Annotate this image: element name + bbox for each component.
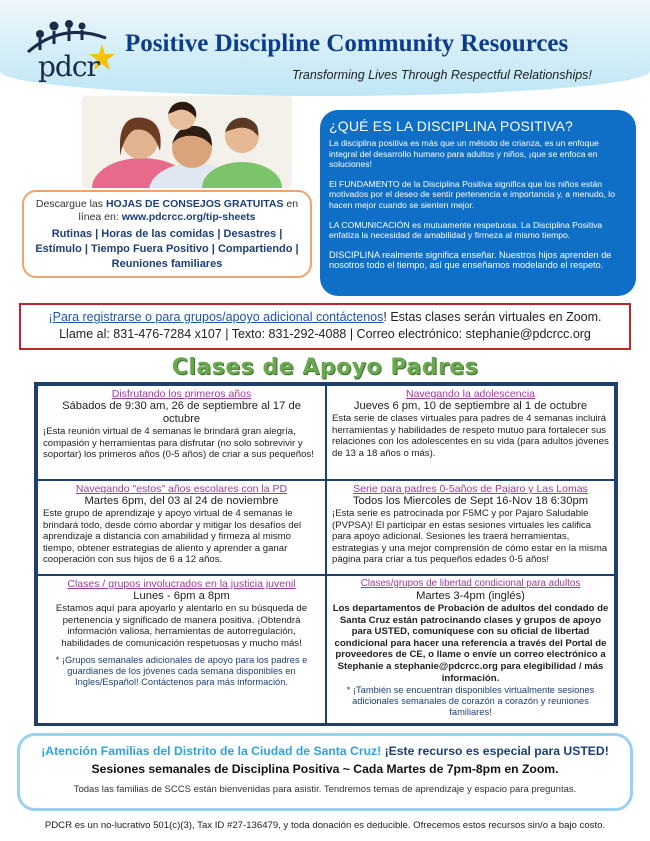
- class-title[interactable]: Navegando "estos" años escolares con la PD: [75, 483, 288, 495]
- class-cell: [37, 480, 326, 575]
- tip-sheets-link[interactable]: www.pdcrcc.org/tip-sheets: [121, 211, 256, 223]
- class-title[interactable]: Clases / grupos involucrados en la justicia juvenil: [67, 578, 296, 590]
- register-rest: ! Estas clases serán virtuales en Zoom.: [383, 310, 602, 324]
- info-paragraph-2: El FUNDAMENTO de la Disciplina Positiva significa que los niños están motivados por el deseo de sentir pertenencia e importancia y, a menudo, lo hacen mejor cuando se sienten mejor.: [329, 178, 615, 210]
- class-cell: [37, 385, 326, 480]
- family-photo-image: [82, 96, 292, 188]
- logo-text: pdcr: [38, 50, 99, 83]
- tips-line: [30, 198, 304, 211]
- class-title[interactable]: Disfrutando los primeros años: [111, 388, 252, 400]
- tips-prefix: Descargue las: [35, 198, 104, 210]
- register-contact-info: Llame al: 831-476-7284 x107 | Texto: 831-292-4088 | Correo electrónico: stephanie@pdcrcc.org: [59, 327, 591, 341]
- class-description: Esta serie de clases virtuales para padres de 4 semanas incluirá herramientas y habilidades de respeto mutuo para fortalecer sus relaciones con los adolescentes en su vida (para adultos jóvenes de 13 a 18 años o más).: [332, 413, 609, 459]
- tip-sheets-box: [22, 190, 312, 278]
- classes-table: [34, 382, 618, 726]
- class-schedule: Todos los Miercoles de Sept 16-Nov 18 6:30pm: [352, 495, 589, 507]
- info-title: ¿QUÉ ES LA DISCIPLINA POSITIVA?: [329, 118, 574, 134]
- class-schedule: Jueves 6 pm, 10 de septiembre al 1 de octubre: [353, 400, 588, 412]
- register-line: [21, 309, 629, 326]
- class-description: Los departamentos de Probación de adultos del condado de Santa Cruz están patrocinando clases y grupos de apoyo para USTED, comuníquese con su oficial de libertad condicional para hacer una referencia a través del Portal de proveedores de CE, o llame o envíe un correo electrónico a Stephanie a stephanie@pdcrcc.org para elegibilidad / más información.: [332, 603, 609, 684]
- attention-rest: ¡Este recurso es especial para USTED!: [384, 744, 609, 758]
- info-paragraph-1: La disciplina positiva es más que un método de crianza, es un enfoque integral del desarrollo humano para adultos y niños, ¡que se enfoca en soluciones!: [329, 138, 599, 170]
- tagline: Transforming Lives Through Respectful Relationships!: [292, 68, 592, 82]
- tips-bold-text: HOJAS DE CONSEJOS GRATUITAS: [105, 198, 284, 210]
- attention-box: [17, 733, 633, 811]
- page-title: Positive Discipline Community Resources: [125, 30, 569, 57]
- what-is-positive-discipline-box: [320, 110, 636, 296]
- register-contact-link[interactable]: ¡Para registrarse o para grupos/apoyo adicional contáctenos: [48, 310, 384, 324]
- footer: PDCR es un no-lucrativo 501(c)(3), Tax ID #27-136479, y toda donación es deducible. Ofrecemos estos recursos sin/o a bajo costo.: [44, 820, 606, 831]
- class-cell: [37, 575, 326, 725]
- attention-highlight: ¡Atención Familias del Distrito de la Ciudad de Santa Cruz!: [41, 744, 382, 758]
- register-box: [19, 303, 631, 350]
- attention-headline: [20, 744, 630, 759]
- attention-sessions: Sesiones semanales de Disciplina Positiva ~ Cada Martes de 7pm-8pm en Zoom.: [91, 762, 559, 776]
- tips-topics: Rutinas | Horas de las comidas | Desastres | Estímulo | Tiempo Fuera Positivo | Compartiendo | Reuniones familiares: [35, 228, 299, 270]
- class-title[interactable]: Clases/grupos de libertad condicional para adultos: [360, 578, 581, 589]
- class-note: * ¡Grupos semanales adicionales de apoyo para los padres e guardianes de los jóvenes cada semana disponibles en Ingles/Español! Contáctenos para más información.: [55, 655, 308, 688]
- class-note: * ¡También se encuentran disponibles virtualmente sesiones adicionales semanales de corazón a corazón y reuniones familiares!: [346, 685, 595, 718]
- tips-line2-prefix: línea en:: [78, 211, 119, 223]
- class-schedule: Martes 6pm, del 03 al 24 de noviembre: [84, 495, 279, 507]
- class-schedule: Lunes - 6pm a 8pm: [133, 590, 230, 602]
- class-cell: [326, 385, 615, 480]
- class-cell: [326, 575, 615, 725]
- class-description: ¡Esta serie es patrocinada por F5MC y por Pajaro Saludable (PVPSA)! El participar en estas sesiones virtuales les califica para apoyo adicional. Sesiones les traerá herramientas, estrategias y una mejor comprensión de cómo estar en la misma página para criar a tus pequeños edades 0-5 años!: [332, 508, 608, 566]
- attention-details: Todas las familias de SCCS están bienvenidas para asistir. Tendremos temas de aprendizaje y espacio para preguntas.: [73, 784, 577, 795]
- class-description: Estamos aquí para apoyarlo y alentarlo en su búsqueda de pertenencia y significado de manera positiva. ¡Obtendrá información valiosa, herramientas de autorregulación, habilidades de comunicación respetuosas y mucho más!: [55, 603, 308, 649]
- class-cell: [326, 480, 615, 575]
- header: [0, 0, 650, 100]
- info-paragraph-3: LA COMUNICACIÓN es mutuamente respetuosa. La Disciplina Positiva enfatiza la necesidad de amabilidad y firmeza al mismo tiempo.: [329, 219, 603, 241]
- class-title[interactable]: Serie para padres 0-5años de Pajaro y Las Lomas: [353, 483, 588, 495]
- class-description: Este grupo de aprendizaje y apoyo virtual de 4 semanas le brindará todo, desde cómo abordar y mitigar los desafíos del aprendizaje a distancia con amabilidad y firmeza al mismo tiempo, obtener estrategias de aliento y aprender a ganar cooperación con sus hijos de 6 a 12 años.: [43, 508, 302, 566]
- class-description: ¡Esta reunión virtual de 4 semanas le brindará gran alegría, compasión y herramientas para disfrutar (no solo sobrevivir y soportar) los primeros años (0-5 años) de criar a sus pequeños!: [43, 426, 314, 461]
- class-schedule: Sábados de 9:30 am, 26 de septiembre al 17 de octubre: [62, 400, 301, 425]
- section-title: Clases de Apoyo Padres: [171, 355, 479, 380]
- info-paragraph-4: DISCIPLINA realmente significa enseñar. Nuestros hijos aprenden de nosotros todo el tiempo, así que enseñamos modelando el respeto.: [329, 249, 612, 271]
- tips-suffix: en: [286, 198, 299, 210]
- class-schedule: Martes 3-4pm (inglés): [416, 590, 525, 602]
- class-title[interactable]: Navegando la adolescencia: [405, 388, 535, 400]
- tips-url-line: [30, 211, 304, 224]
